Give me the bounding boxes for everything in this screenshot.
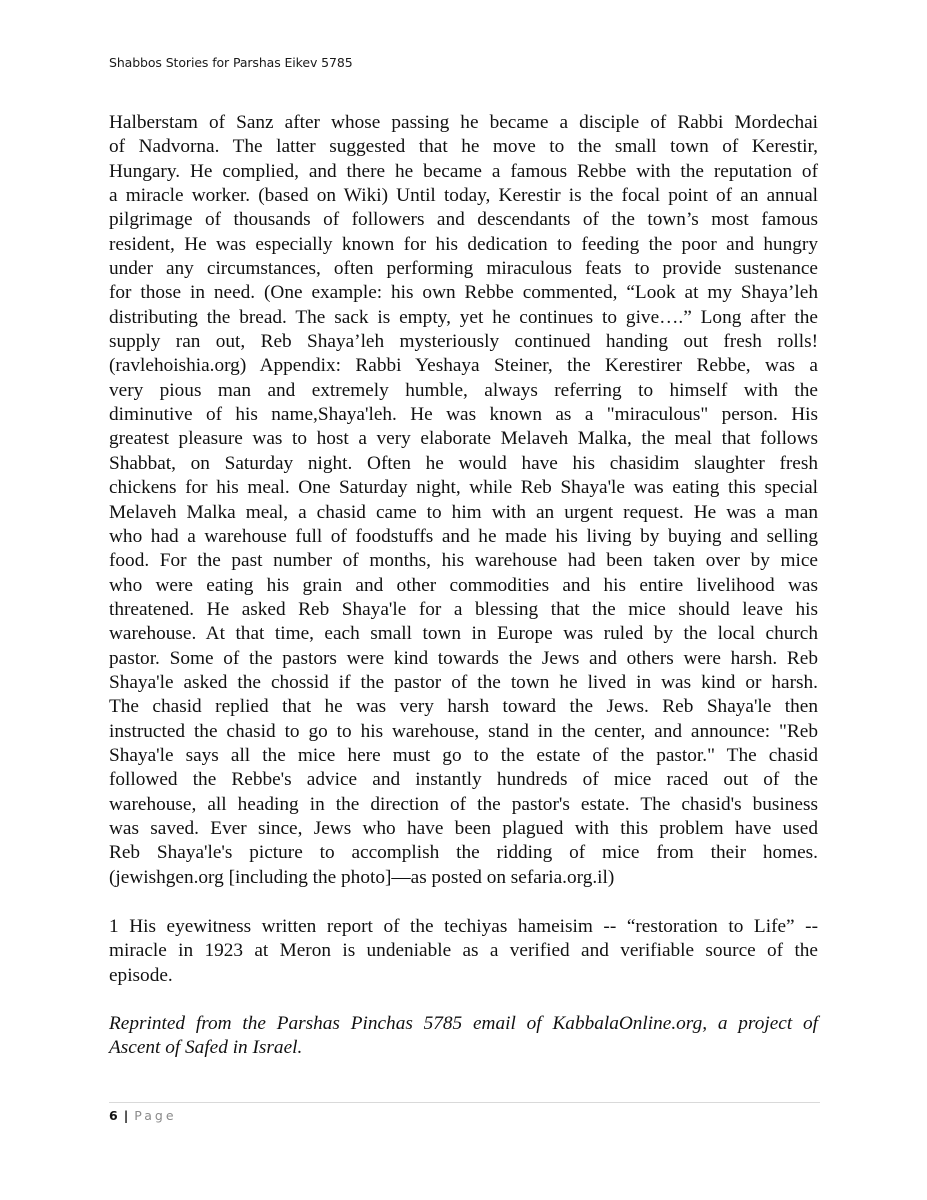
reprint-credit [109,1012,818,1061]
credit-line: Ascent of Safed in Israel. [109,1037,303,1059]
text-line: diminutive of his name,Shaya'leh. He was known as a "miraculous" person. His [109,404,818,426]
footer-divider [109,1102,820,1103]
text-line: warehouse. At that time, each small town in Europe was ruled by the local church [109,623,818,645]
text-line: Shaya'le says all the mice here must go to the estate of the pastor." The chasid [109,744,818,766]
page-footer [109,1108,177,1123]
main-paragraph [109,111,818,890]
text-line: chickens for his meal. One Saturday night, while Reb Shaya'le was eating this special [109,477,818,499]
credit-line: Reprinted from the Parshas Pinchas 5785 email of KabbalaOnline.org, a project of [109,1013,818,1034]
text-line: (jewishgen.org [including the photo]—as posted on sefaria.org.il) [109,866,615,888]
text-line: pilgrimage of thousands of followers and descendants of the town’s most famous [109,209,818,231]
text-line: very pious man and extremely humble, always referring to himself with the [109,379,818,401]
text-line: was saved. Ever since, Jews who have been plagued with this problem have used [109,817,818,839]
text-line: The chasid replied that he was very harsh toward the Jews. Reb Shaya'le then [109,696,818,718]
text-line: for those in need. (One example: his own Rebbe commented, “Look at my Shaya’leh [109,282,818,304]
text-line: distributing the bread. The sack is empty, yet he continues to give….” Long after the [109,306,818,328]
footnote-line: 1 His eyewitness written report of the techiyas hameisim -- “restoration to Life” -- [109,916,818,937]
footnote [109,915,818,988]
footnote-line: miracle in 1923 at Meron is undeniable as a verified and verifiable source of the [109,940,818,962]
text-line: who had a warehouse full of foodstuffs and he made his living by buying and selling [109,525,818,547]
text-line: Reb Shaya'le's picture to accomplish the ridding of mice from their homes. [109,842,818,864]
text-line: Shabbat, on Saturday night. Often he would have his chasidim slaughter fresh [109,452,818,474]
text-line: threatened. He asked Reb Shaya'le for a blessing that the mice should leave his [109,598,818,620]
text-line: instructed the chasid to go to his warehouse, stand in the center, and announce: "Reb [109,720,818,742]
text-line: food. For the past number of months, his warehouse had been taken over by mice [109,550,818,572]
text-line: followed the Rebbe's advice and instantly hundreds of mice raced out of the [109,769,818,791]
text-line: of Nadvorna. The latter suggested that he move to the small town of Kerestir, [109,136,818,158]
text-line: Hungary. He complied, and there he became a famous Rebbe with the reputation of [109,160,818,182]
text-line: under any circumstances, often performing miraculous feats to provide sustenance [109,258,818,280]
text-line: greatest pleasure was to host a very elaborate Melaveh Malka, the meal that follows [109,428,818,450]
text-line: a miracle worker. (based on Wiki) Until today, Kerestir is the focal point of an annual [109,185,818,207]
text-line: (ravlehoishia.org) Appendix: Rabbi Yeshaya Steiner, the Kerestirer Rebbe, was a [109,355,818,377]
page-separator: | [123,1108,129,1123]
text-line: resident, He was especially known for his dedication to feeding the poor and hungry [109,233,818,255]
running-header: Shabbos Stories for Parshas Eikev 5785 [109,55,353,70]
text-line: Shaya'le asked the chossid if the pastor of the town he lived in was kind or harsh. [109,671,818,693]
page-number: 6 [109,1108,118,1123]
page-label: Page [134,1108,177,1123]
footnote-line: episode. [109,964,173,986]
text-line: pastor. Some of the pastors were kind towards the Jews and others were harsh. Reb [109,647,818,669]
text-line: warehouse, all heading in the direction of the pastor's estate. The chasid's business [109,793,818,815]
text-line: who were eating his grain and other commodities and his entire livelihood was [109,574,818,596]
text-line: supply ran out, Reb Shaya’leh mysteriously continued handing out fresh rolls! [109,331,818,353]
text-line: Halberstam of Sanz after whose passing he became a disciple of Rabbi Mordechai [109,112,818,133]
text-line: Melaveh Malka meal, a chasid came to him with an urgent request. He was a man [109,501,818,523]
